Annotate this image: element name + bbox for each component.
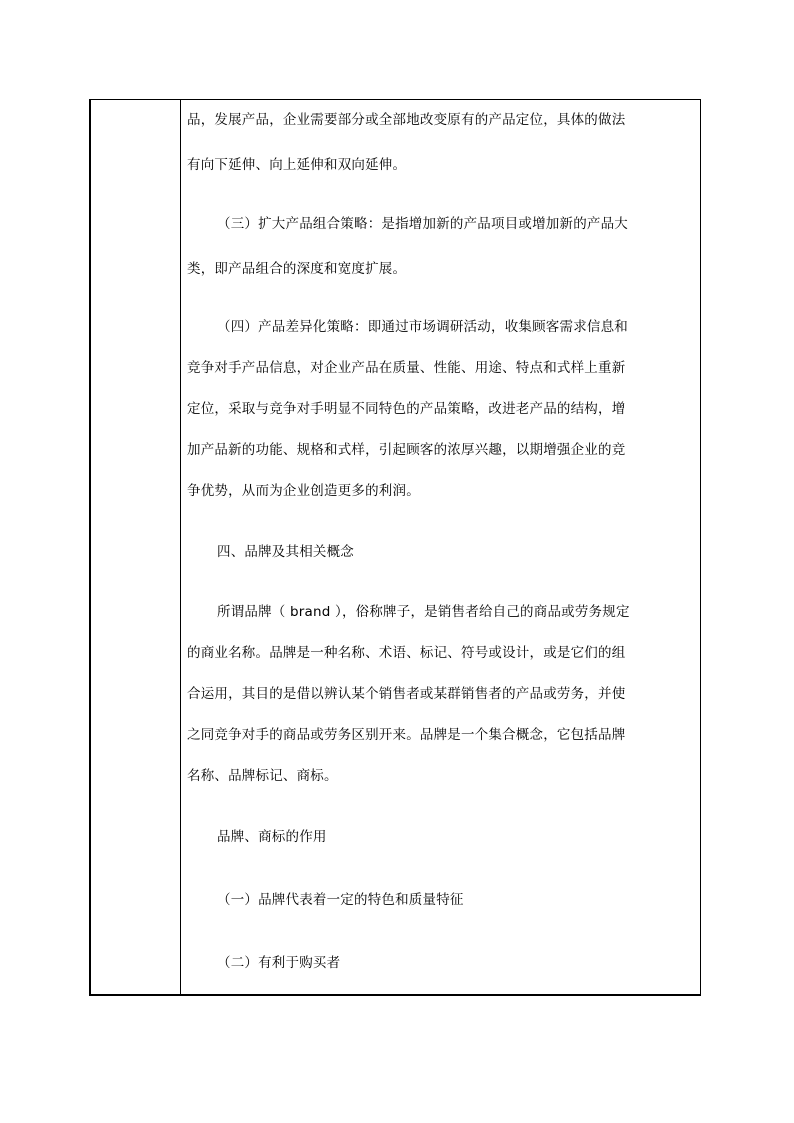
section-heading-brand-role [187, 821, 327, 853]
text-line: 竞争对手产品信息，对企业产品在质量、性能、用途、特点和式样上重新 [187, 360, 626, 376]
text-line: （一）品牌代表着一定的特色和质量特征 [217, 892, 464, 908]
text-line: 所谓品牌（ brand ），俗称牌子，是销售者给自己的商品或劳务规定 [217, 604, 630, 620]
text-line: 的商业名称。品牌是一种名称、术语、标记、符号或设计，或是它们的组 [187, 645, 626, 661]
text-line: 名称、品牌标记、商标。 [187, 768, 338, 784]
list-item-brand-role-2 [187, 947, 340, 979]
column-divider [180, 99, 181, 996]
paragraph-product-positioning [187, 104, 625, 181]
text-line: （四）产品差异化策略：即通过市场调研活动，收集顾客需求信息和 [217, 319, 628, 335]
heading-text: 四、品牌及其相关概念 [217, 544, 354, 560]
text-line: 合运用，其目的是借以辨认某个销售者或某群销售者的产品或劳务，并使 [187, 686, 626, 702]
text-line: （二）有利于购买者 [217, 955, 341, 971]
text-line: 定位，采取与竞争对手明显不同特色的产品策略，改进老产品的结构，增 [187, 401, 626, 417]
text-line: 加产品新的功能、规格和式样，引起顾客的浓厚兴趣，以期增强企业的竞 [187, 442, 626, 458]
heading-text: 品牌、商标的作用 [217, 829, 327, 845]
text-line: 之同竞争对手的商品或劳务区别开来。品牌是一个集合概念，它包括品牌 [187, 727, 626, 743]
text-line: （三）扩大产品组合策略：是指增加新的产品项目或增加新的产品大 [217, 216, 628, 232]
text-line: 品，发展产品，企业需要部分或全部地改变原有的产品定位，具体的做法 [187, 112, 626, 128]
paragraph-brand-definition [187, 596, 630, 792]
section-heading-brand-concepts [187, 536, 354, 568]
text-line: 类，即产品组合的深度和宽度扩展。 [187, 261, 407, 277]
text-line: 有向下延伸、向上延伸和双向延伸。 [187, 157, 407, 173]
paragraph-expand-product-mix [187, 208, 628, 285]
text-line: 争优势，从而为企业创造更多的利润。 [187, 483, 420, 499]
list-item-brand-role-1 [187, 884, 464, 916]
paragraph-product-differentiation [187, 311, 628, 507]
